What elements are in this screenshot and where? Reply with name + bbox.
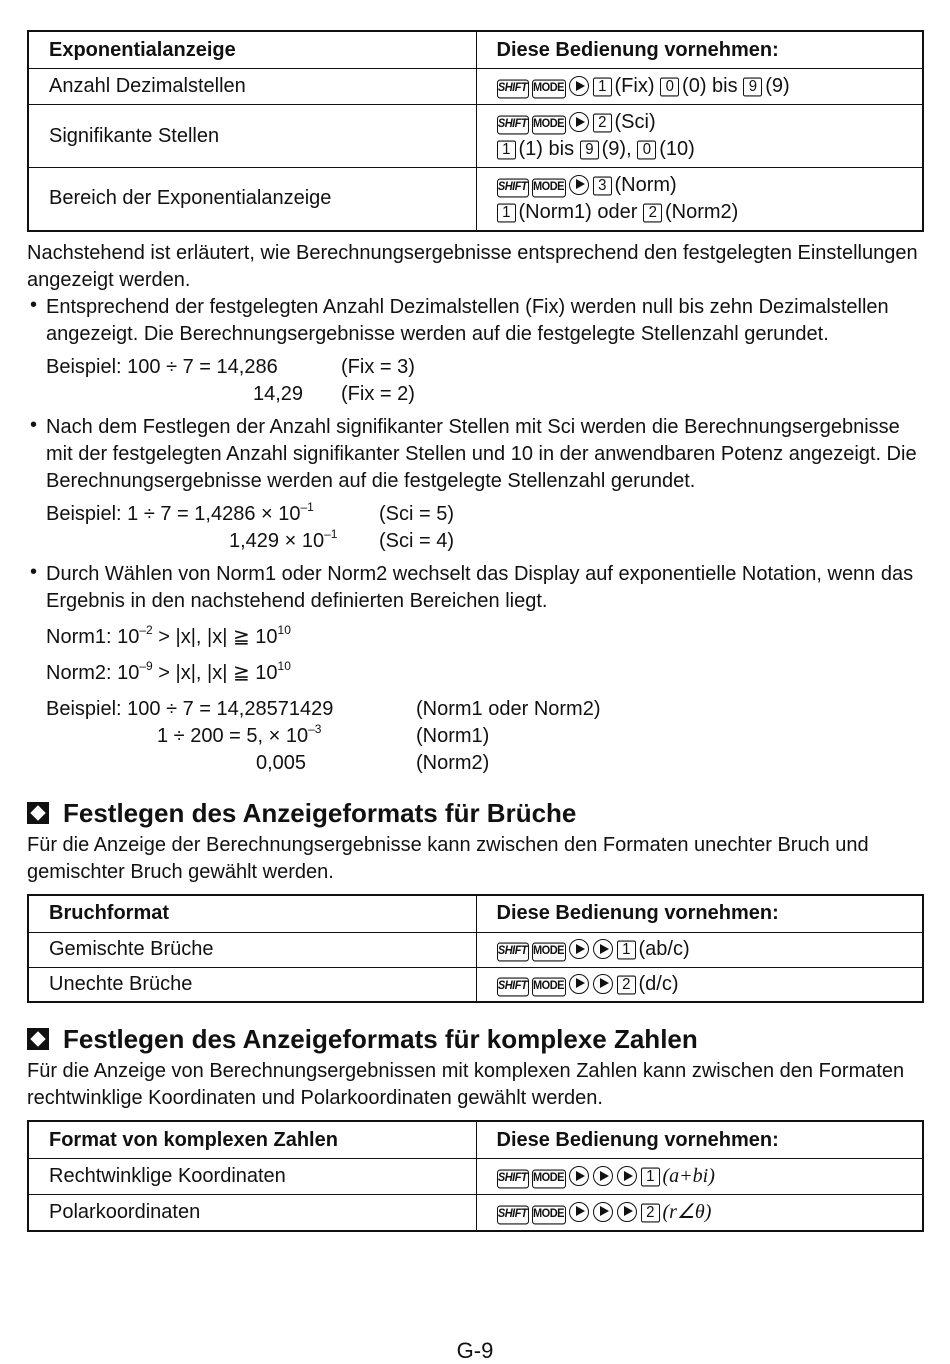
number-key-icon: 2: [641, 1203, 660, 1222]
exponent: 10: [277, 658, 291, 673]
option-text: (10): [659, 138, 695, 160]
right-arrow-key-icon: [569, 1202, 589, 1222]
bullet-text: Nach dem Festlegen der Anzahl signifikanter Stellen mit Sci werden die Berechnungsergebnisse mit der festgelegten Anzahl signifikanter Stellen und 10 in der anwendbaren Potenz angezeigt. Die Berechnungsergebnisse werden auf die festgelegte Stellenzahl gerundet.: [46, 415, 917, 492]
shift-key-icon: SHIFT: [497, 80, 529, 99]
number-key-icon: 0: [637, 141, 656, 160]
option-text: (1) bis: [518, 138, 575, 160]
table-row: [28, 932, 923, 967]
option-text: (ab/c): [638, 938, 690, 960]
table-row: [28, 105, 923, 168]
right-arrow-key-icon: [593, 1166, 613, 1186]
table-row: [28, 69, 923, 105]
key-sequence: [476, 967, 923, 1002]
option-text: (Fix): [614, 75, 655, 97]
example-fix: [27, 354, 924, 408]
number-key-icon: 1: [497, 203, 516, 222]
number-key-icon: 1: [641, 1168, 660, 1187]
example-text: 1 ÷ 200 = 5, × 10: [157, 724, 309, 747]
table-row: [28, 1195, 923, 1231]
bullet-fix: [27, 294, 924, 348]
row-label: Rechtwinklige Koordinaten: [28, 1159, 476, 1195]
bullet-text: Entsprechend der festgelegten Anzahl Dezimalstellen (Fix) werden null bis zehn Dezimalstellen angezeigt. Die Berechnungsergebnisse werden auf die festgelegte Stellenzahl gerundet.: [46, 295, 889, 345]
page-number: G-9: [456, 1338, 494, 1363]
key-sequence: [476, 69, 923, 105]
example-text: Beispiel: 100 ÷ 7 = 14,28571429: [46, 697, 334, 720]
key-sequence: [476, 168, 923, 231]
example-note: (Norm1 oder Norm2): [416, 697, 601, 720]
table-header: Diese Bedienung vornehmen:: [476, 31, 923, 69]
right-arrow-key-icon: [569, 76, 589, 96]
norm-label: Norm1: 10: [46, 625, 140, 648]
example-text: 1,429 × 10: [229, 529, 325, 552]
shift-key-icon: SHIFT: [497, 1205, 529, 1224]
mode-key-icon: MODE: [532, 116, 566, 135]
number-key-icon: 3: [593, 176, 612, 195]
example-note: (Norm2): [416, 751, 490, 774]
table-header: Bruchformat: [28, 895, 476, 933]
number-key-icon: 9: [743, 78, 762, 97]
option-text: (Norm2): [664, 200, 739, 223]
bullet-sci: [27, 414, 924, 495]
example-note: (Norm1): [416, 724, 490, 747]
row-label: Bereich der Exponentialanzeige: [28, 168, 476, 231]
key-sequence: [476, 1195, 923, 1231]
option-text: (9),: [601, 138, 632, 160]
number-key-icon: 1: [617, 941, 636, 960]
exponential-display-table: [27, 30, 924, 232]
shift-key-icon: SHIFT: [497, 1170, 529, 1189]
row-label: Signifikante Stellen: [28, 105, 476, 168]
option-text: (d/c): [638, 972, 679, 995]
right-arrow-key-icon: [569, 175, 589, 195]
mode-key-icon: MODE: [532, 943, 566, 962]
example-text: Beispiel: 100 ÷ 7 = 14,286: [46, 355, 278, 378]
number-key-icon: 2: [617, 975, 636, 994]
row-label: Polarkoordinaten: [28, 1195, 476, 1231]
example-sci: [27, 501, 924, 555]
row-label: Anzahl Dezimalstellen: [28, 69, 476, 105]
exponent: 10: [277, 622, 291, 637]
section-diamond-icon: [27, 1028, 49, 1050]
option-text: (Norm1) oder: [518, 200, 638, 223]
bullet-dot: •: [30, 560, 38, 583]
mode-key-icon: MODE: [532, 178, 566, 197]
norm2-range: [27, 660, 924, 687]
option-text: (Norm): [614, 173, 677, 196]
table-header: Diese Bedienung vornehmen:: [476, 1121, 923, 1159]
right-arrow-key-icon: [569, 1166, 589, 1186]
section-diamond-icon: [27, 802, 49, 824]
shift-key-icon: SHIFT: [497, 943, 529, 962]
norm-label: Norm2: 10: [46, 661, 140, 684]
table-row: [28, 168, 923, 231]
table-header: Diese Bedienung vornehmen:: [476, 895, 923, 933]
bullet-dot: •: [30, 413, 38, 436]
shift-key-icon: SHIFT: [497, 116, 529, 135]
section-title: Festlegen des Anzeigeformats für komplexe Zahlen: [63, 1024, 698, 1054]
example-note: (Fix = 2): [341, 382, 415, 405]
row-label: Gemischte Brüche: [28, 932, 476, 967]
key-sequence: [476, 932, 923, 967]
example-text: Beispiel: 1 ÷ 7 = 1,4286 × 10: [46, 502, 301, 525]
table-row: [28, 1159, 923, 1195]
key-sequence: [476, 105, 923, 168]
section-heading: [27, 796, 924, 830]
exponent: –3: [308, 721, 322, 736]
number-key-icon: 2: [643, 203, 662, 222]
intro-paragraph: Nachstehend ist erläutert, wie Berechnungsergebnisse entsprechend den festgelegten Einstellungen angezeigt werden.: [27, 241, 918, 291]
number-key-icon: 9: [580, 141, 599, 160]
right-arrow-key-icon: [617, 1202, 637, 1222]
example-text: 14,29: [253, 382, 304, 405]
number-key-icon: 1: [497, 141, 516, 160]
example-text: 0,005: [256, 751, 307, 774]
number-key-icon: 1: [593, 78, 612, 97]
table-row: [28, 967, 923, 1002]
section-description: Für die Anzeige der Berechnungsergebnisse kann zwischen den Formaten unechter Bruch und gemischter Bruch gewählt werden.: [27, 833, 869, 883]
exponent: –9: [139, 658, 153, 673]
right-arrow-key-icon: [569, 112, 589, 132]
complex-format-table: [27, 1120, 924, 1232]
key-sequence: [476, 1159, 923, 1195]
example-note: (Sci = 4): [379, 529, 455, 552]
norm-relation: > |x|, |x| ≧ 10: [152, 661, 278, 684]
mode-key-icon: MODE: [532, 977, 566, 996]
option-text: (r∠θ): [662, 1200, 712, 1223]
page-content: [27, 30, 924, 1232]
mode-key-icon: MODE: [532, 80, 566, 99]
option-text: (0) bis: [682, 75, 738, 97]
number-key-icon: 0: [660, 78, 679, 97]
example-note: (Sci = 5): [379, 502, 455, 525]
fraction-format-table: [27, 894, 924, 1004]
right-arrow-key-icon: [593, 1202, 613, 1222]
right-arrow-key-icon: [593, 974, 613, 994]
norm1-range: [27, 624, 924, 651]
right-arrow-key-icon: [617, 1166, 637, 1186]
section-heading: [27, 1022, 924, 1056]
table-header: Format von komplexen Zahlen: [28, 1121, 476, 1159]
mode-key-icon: MODE: [532, 1205, 566, 1224]
example-note: (Fix = 3): [341, 355, 415, 378]
bullet-dot: •: [30, 293, 38, 316]
option-text: (9): [765, 75, 790, 97]
table-header: Exponentialanzeige: [28, 31, 476, 69]
shift-key-icon: SHIFT: [497, 977, 529, 996]
exponent: –1: [300, 499, 314, 514]
section-description: Für die Anzeige von Berechnungsergebnissen mit komplexen Zahlen kann zwischen den Formaten rechtwinklige Koordinaten und Polarkoordinaten gewählt werden.: [27, 1060, 905, 1109]
section-title: Festlegen des Anzeigeformats für Brüche: [63, 797, 577, 828]
example-norm: [27, 696, 924, 777]
right-arrow-key-icon: [569, 939, 589, 959]
exponent: –1: [324, 526, 338, 541]
option-text: (a+bi): [662, 1165, 715, 1187]
option-text: (Sci): [614, 111, 656, 133]
bullet-text: Durch Wählen von Norm1 oder Norm2 wechselt das Display auf exponentielle Notation, wenn das Ergebnis in den nachstehend definierten Bereichen liegt.: [46, 562, 914, 612]
right-arrow-key-icon: [593, 939, 613, 959]
shift-key-icon: SHIFT: [497, 178, 529, 197]
number-key-icon: 2: [593, 114, 612, 133]
mode-key-icon: MODE: [532, 1170, 566, 1189]
bullet-norm: [27, 561, 924, 615]
exponent: –2: [139, 622, 153, 637]
norm-relation: > |x|, |x| ≧ 10: [152, 625, 278, 648]
right-arrow-key-icon: [569, 974, 589, 994]
row-label: Unechte Brüche: [28, 967, 476, 1002]
